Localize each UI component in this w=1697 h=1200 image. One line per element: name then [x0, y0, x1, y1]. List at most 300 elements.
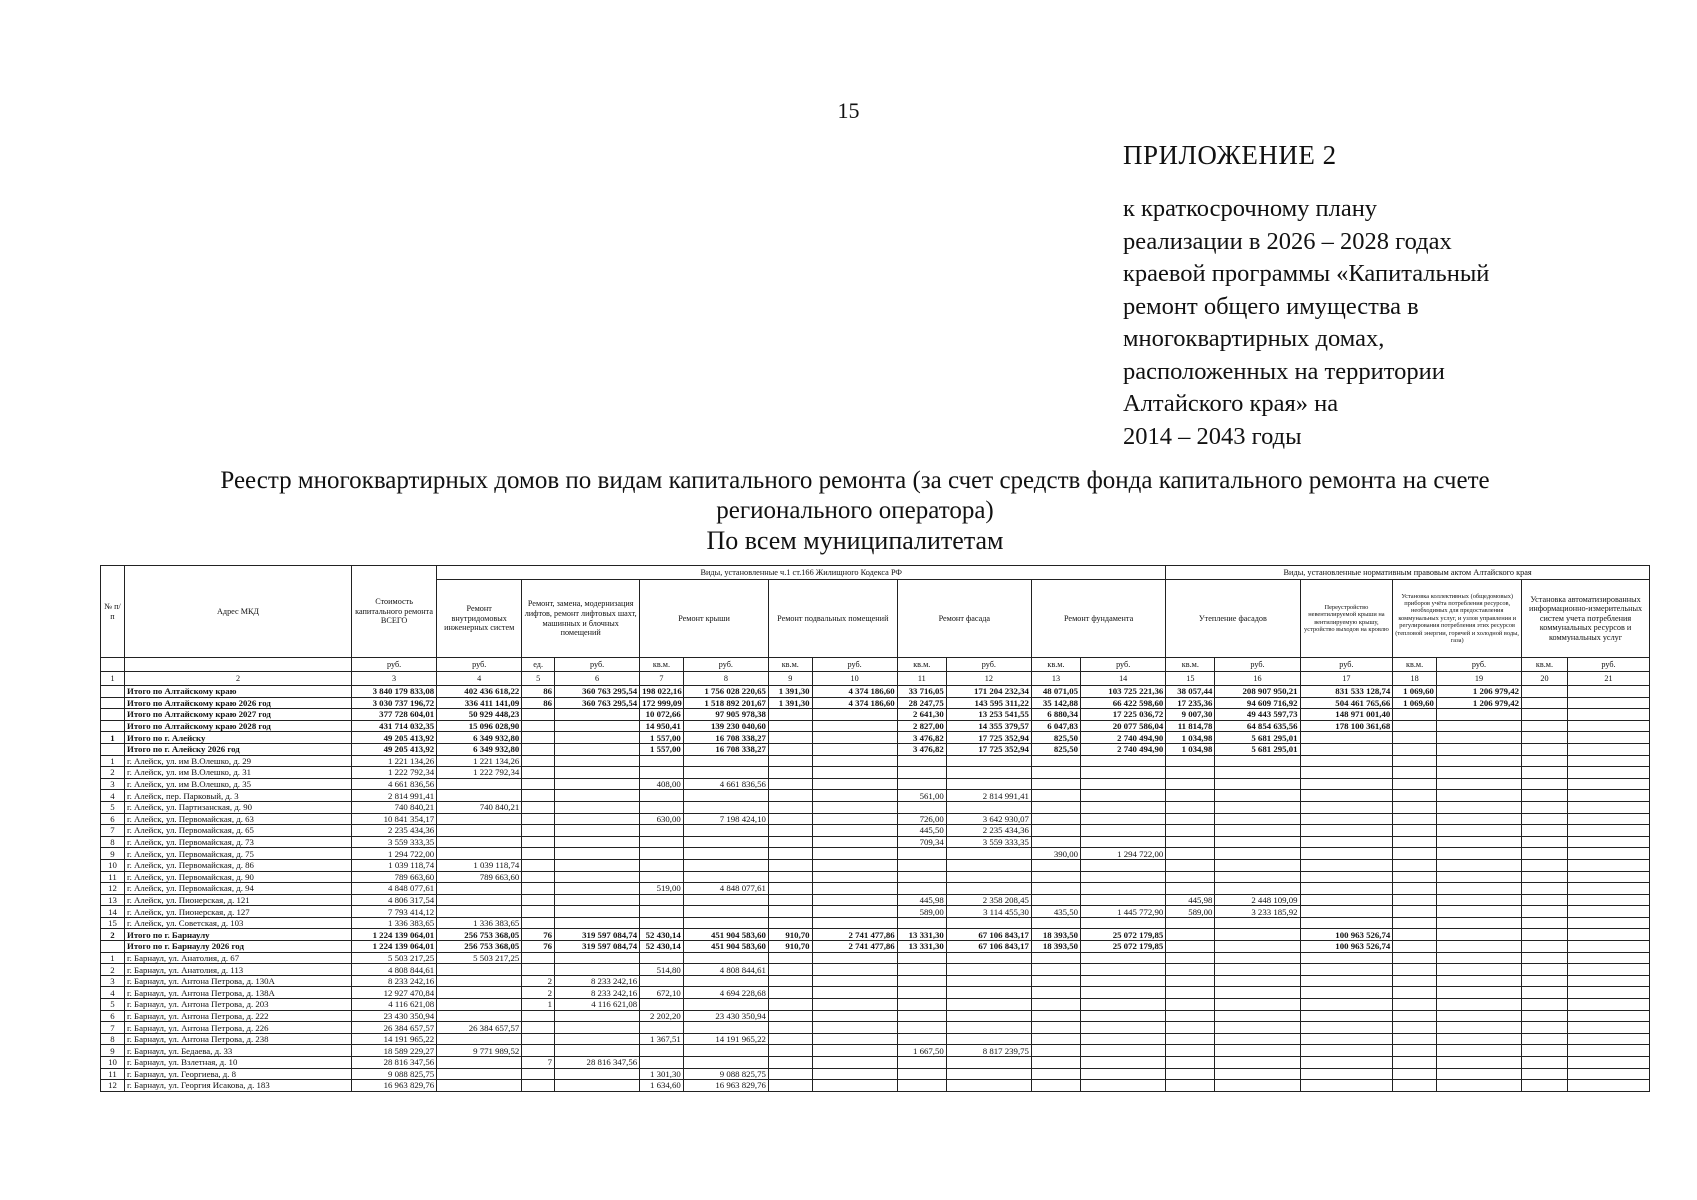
value-cell: 1 634,60 — [640, 1080, 684, 1092]
group-header-regional-act: Виды, установленные нормативным правовым актом Алтайского края — [1166, 566, 1650, 580]
value-cell — [555, 1033, 640, 1045]
value-cell — [1081, 790, 1166, 802]
value-cell — [1081, 1068, 1166, 1080]
value-cell: 1 518 892 201,67 — [683, 697, 768, 709]
column-number-cell: 11 — [897, 672, 946, 686]
value-cell — [522, 859, 555, 871]
value-cell: 208 907 950,21 — [1215, 686, 1300, 698]
value-cell — [768, 883, 812, 895]
value-cell — [1522, 767, 1568, 779]
value-cell — [768, 917, 812, 929]
value-cell — [768, 755, 812, 767]
value-cell: 100 963 526,74 — [1300, 941, 1393, 953]
value-cell: 49 205 413,92 — [352, 743, 437, 755]
address-cell: г. Алейск, ул. Первомайская, д. 73 — [125, 836, 352, 848]
value-cell — [555, 848, 640, 860]
value-cell: 8 233 242,16 — [555, 975, 640, 987]
value-cell — [1522, 697, 1568, 709]
value-cell — [640, 894, 684, 906]
value-cell — [1567, 906, 1649, 918]
unit-cell: кв.м. — [768, 658, 812, 672]
value-cell: 172 999,09 — [640, 697, 684, 709]
value-cell — [1567, 848, 1649, 860]
value-cell — [1393, 987, 1437, 999]
value-cell: 7 — [522, 1057, 555, 1069]
table-row — [101, 1022, 1650, 1034]
value-cell: 139 230 040,60 — [683, 720, 768, 732]
document-subtitle: По всем муниципалитетам — [706, 526, 1004, 555]
value-cell — [1215, 1057, 1300, 1069]
value-cell — [1393, 1033, 1437, 1045]
table-total-row — [101, 929, 1650, 941]
value-cell: 1 294 722,00 — [352, 848, 437, 860]
value-cell: 14 950,41 — [640, 720, 684, 732]
value-cell — [1567, 813, 1649, 825]
value-cell — [1215, 975, 1300, 987]
value-cell: 1 391,30 — [768, 686, 812, 698]
value-cell: 2 814 991,41 — [352, 790, 437, 802]
value-cell — [1215, 801, 1300, 813]
value-cell — [522, 1033, 555, 1045]
value-cell — [683, 975, 768, 987]
value-cell — [555, 906, 640, 918]
value-cell — [812, 987, 897, 999]
value-cell: 52 430,14 — [640, 941, 684, 953]
address-cell: г. Алейск, ул. им В.Олешко, д. 31 — [125, 767, 352, 779]
value-cell — [946, 1068, 1031, 1080]
column-number-cell: 3 — [352, 672, 437, 686]
value-cell — [946, 964, 1031, 976]
value-cell — [812, 859, 897, 871]
value-cell — [1215, 941, 1300, 953]
value-cell — [437, 894, 522, 906]
group-header-housing-code: Виды, установленные ч.1 ст.166 Жилищного Кодекса РФ — [437, 566, 1166, 580]
row-number-cell: 1 — [101, 732, 125, 744]
value-cell — [768, 743, 812, 755]
table-row — [101, 813, 1650, 825]
value-cell — [1522, 778, 1568, 790]
address-cell: г. Барнаул, ул. Взлетная, д. 10 — [125, 1057, 352, 1069]
value-cell: 2 741 477,86 — [812, 929, 897, 941]
value-cell — [768, 1022, 812, 1034]
value-cell — [1031, 1080, 1080, 1092]
value-cell: 408,00 — [640, 778, 684, 790]
value-cell — [1300, 999, 1393, 1011]
value-cell: 4 694 228,68 — [683, 987, 768, 999]
value-cell: 1 367,51 — [640, 1033, 684, 1045]
value-cell — [522, 790, 555, 802]
value-cell — [1081, 1045, 1166, 1057]
value-cell — [1436, 906, 1521, 918]
value-cell — [555, 1045, 640, 1057]
value-cell: 3 642 930,07 — [946, 813, 1031, 825]
value-cell — [1081, 894, 1166, 906]
value-cell — [1031, 778, 1080, 790]
value-cell — [1393, 801, 1437, 813]
value-cell: 431 714 032,35 — [352, 720, 437, 732]
value-cell — [555, 1010, 640, 1022]
value-cell: 10 072,66 — [640, 709, 684, 721]
value-cell: 1 391,30 — [768, 697, 812, 709]
value-cell: 451 904 583,60 — [683, 929, 768, 941]
value-cell — [1031, 883, 1080, 895]
value-cell — [897, 1057, 946, 1069]
value-cell — [768, 825, 812, 837]
value-cell: 2 641,30 — [897, 709, 946, 721]
value-cell — [1166, 790, 1215, 802]
value-cell — [640, 801, 684, 813]
row-number-cell: 3 — [101, 975, 125, 987]
value-cell — [768, 975, 812, 987]
row-number-cell: 12 — [101, 883, 125, 895]
value-cell — [1031, 1057, 1080, 1069]
value-cell — [522, 964, 555, 976]
value-cell: 14 355 379,57 — [946, 720, 1031, 732]
value-cell — [1166, 1022, 1215, 1034]
value-cell — [812, 709, 897, 721]
value-cell: 3 114 455,30 — [946, 906, 1031, 918]
column-numbers-row — [101, 672, 1650, 686]
value-cell — [555, 871, 640, 883]
value-cell — [683, 894, 768, 906]
value-cell — [812, 1057, 897, 1069]
row-number-cell: 6 — [101, 813, 125, 825]
value-cell: 7 198 424,10 — [683, 813, 768, 825]
value-cell — [946, 848, 1031, 860]
table-body — [101, 686, 1650, 1092]
value-cell — [1522, 836, 1568, 848]
value-cell — [1393, 906, 1437, 918]
value-cell: 16 963 829,76 — [683, 1080, 768, 1092]
address-cell: г. Барнаул, ул. Анатолия, д. 113 — [125, 964, 352, 976]
value-cell — [640, 1057, 684, 1069]
row-number-cell: 7 — [101, 825, 125, 837]
value-cell — [812, 906, 897, 918]
table-row — [101, 1045, 1650, 1057]
value-cell — [1522, 906, 1568, 918]
value-cell — [1567, 790, 1649, 802]
column-header-facade-insulation: Утепление фасадов — [1166, 580, 1300, 658]
document-title — [60, 466, 1650, 556]
value-cell — [1031, 755, 1080, 767]
value-cell — [437, 813, 522, 825]
value-cell — [1436, 1022, 1521, 1034]
value-cell: 25 072 179,85 — [1081, 929, 1166, 941]
row-number-cell: 11 — [101, 871, 125, 883]
value-cell — [1522, 1045, 1568, 1057]
value-cell: 2 235 434,36 — [352, 825, 437, 837]
table-row — [101, 975, 1650, 987]
value-cell — [1166, 1068, 1215, 1080]
value-cell — [1300, 1045, 1393, 1057]
value-cell — [1166, 883, 1215, 895]
value-cell — [812, 732, 897, 744]
value-cell — [1031, 975, 1080, 987]
value-cell — [1522, 883, 1568, 895]
value-cell: 1 222 792,34 — [437, 767, 522, 779]
value-cell — [946, 755, 1031, 767]
value-cell — [555, 755, 640, 767]
table-row — [101, 1010, 1650, 1022]
value-cell — [522, 952, 555, 964]
value-cell — [1436, 825, 1521, 837]
value-cell — [640, 1045, 684, 1057]
value-cell — [683, 871, 768, 883]
value-cell — [1031, 1022, 1080, 1034]
value-cell — [1215, 755, 1300, 767]
column-number-cell: 17 — [1300, 672, 1393, 686]
value-cell — [1031, 801, 1080, 813]
value-cell — [1166, 952, 1215, 964]
value-cell — [683, 848, 768, 860]
value-cell — [1436, 929, 1521, 941]
value-cell — [1567, 871, 1649, 883]
value-cell: 67 106 843,17 — [946, 929, 1031, 941]
unit-cell: руб. — [812, 658, 897, 672]
value-cell: 2 — [522, 987, 555, 999]
value-cell — [1031, 1045, 1080, 1057]
value-cell — [946, 952, 1031, 964]
address-cell: г. Алейск, ул. Первомайская, д. 65 — [125, 825, 352, 837]
value-cell: 504 461 765,66 — [1300, 697, 1393, 709]
column-number-cell: 14 — [1081, 672, 1166, 686]
value-cell — [1300, 1033, 1393, 1045]
address-cell: Итого по г. Барнаулу 2026 год — [125, 941, 352, 953]
value-cell — [555, 801, 640, 813]
value-cell: 76 — [522, 929, 555, 941]
row-number-cell — [101, 743, 125, 755]
value-cell — [1215, 1080, 1300, 1092]
unit-cell: кв.м. — [897, 658, 946, 672]
value-cell — [1215, 767, 1300, 779]
value-cell: 1 224 139 064,01 — [352, 941, 437, 953]
value-cell — [1031, 767, 1080, 779]
unit-cell: руб. — [437, 658, 522, 672]
value-cell — [522, 1010, 555, 1022]
address-cell: Итого по Алтайскому краю 2026 год — [125, 697, 352, 709]
value-cell — [946, 871, 1031, 883]
value-cell — [1166, 825, 1215, 837]
value-cell: 402 436 618,22 — [437, 686, 522, 698]
value-cell: 9 007,30 — [1166, 709, 1215, 721]
value-cell: 2 202,20 — [640, 1010, 684, 1022]
value-cell — [1300, 964, 1393, 976]
row-number-cell: 11 — [101, 1068, 125, 1080]
value-cell — [768, 1057, 812, 1069]
value-cell — [1567, 917, 1649, 929]
value-cell — [946, 883, 1031, 895]
value-cell — [1522, 1057, 1568, 1069]
value-cell — [1081, 975, 1166, 987]
value-cell: 76 — [522, 941, 555, 953]
value-cell — [1031, 790, 1080, 802]
document-title-line: регионального оператора) — [716, 497, 994, 524]
value-cell — [1081, 836, 1166, 848]
value-cell: 2 235 434,36 — [946, 825, 1031, 837]
value-cell: 86 — [522, 697, 555, 709]
value-cell — [522, 767, 555, 779]
value-cell — [522, 871, 555, 883]
table-row — [101, 778, 1650, 790]
value-cell — [1300, 732, 1393, 744]
value-cell: 4 374 186,60 — [812, 697, 897, 709]
value-cell — [1522, 1010, 1568, 1022]
value-cell — [1393, 871, 1437, 883]
column-number-cell: 13 — [1031, 672, 1080, 686]
value-cell — [555, 767, 640, 779]
value-cell — [1215, 987, 1300, 999]
value-cell: 589,00 — [1166, 906, 1215, 918]
value-cell: 2 740 494,90 — [1081, 732, 1166, 744]
value-cell — [897, 999, 946, 1011]
value-cell — [1166, 964, 1215, 976]
value-cell — [1166, 1080, 1215, 1092]
value-cell — [1300, 987, 1393, 999]
address-cell: г. Барнаул, ул. Бедаева, д. 33 — [125, 1045, 352, 1057]
value-cell: 709,34 — [897, 836, 946, 848]
value-cell — [437, 883, 522, 895]
value-cell — [1031, 871, 1080, 883]
value-cell — [1031, 952, 1080, 964]
value-cell — [1567, 929, 1649, 941]
value-cell — [1081, 859, 1166, 871]
value-cell: 6 047,83 — [1031, 720, 1080, 732]
value-cell — [812, 917, 897, 929]
value-cell — [1436, 732, 1521, 744]
value-cell — [1300, 767, 1393, 779]
column-number-cell: 16 — [1215, 672, 1300, 686]
value-cell — [1436, 883, 1521, 895]
value-cell — [1300, 825, 1393, 837]
value-cell — [1436, 941, 1521, 953]
value-cell — [683, 1022, 768, 1034]
value-cell — [437, 836, 522, 848]
value-cell — [1436, 801, 1521, 813]
row-number-cell: 12 — [101, 1080, 125, 1092]
appendix-line: краевой программы «Капитальный — [1123, 260, 1490, 287]
row-number-cell: 9 — [101, 848, 125, 860]
row-number-cell: 2 — [101, 964, 125, 976]
value-cell — [1166, 975, 1215, 987]
value-cell: 1 336 383,65 — [437, 917, 522, 929]
address-cell: г. Барнаул, ул. Антона Петрова, д. 222 — [125, 1010, 352, 1022]
value-cell — [812, 836, 897, 848]
column-header-facade: Ремонт фасада — [897, 580, 1031, 658]
value-cell — [683, 952, 768, 964]
table-row — [101, 825, 1650, 837]
value-cell — [1300, 801, 1393, 813]
appendix-block — [1123, 140, 1683, 453]
unit-cell: кв.м. — [1031, 658, 1080, 672]
value-cell: 4 808 844,61 — [683, 964, 768, 976]
value-cell — [1393, 929, 1437, 941]
value-cell: 3 233 185,92 — [1215, 906, 1300, 918]
value-cell — [1567, 952, 1649, 964]
value-cell — [1567, 686, 1649, 698]
value-cell: 740 840,21 — [437, 801, 522, 813]
value-cell: 789 663,60 — [352, 871, 437, 883]
value-cell — [1300, 836, 1393, 848]
unit-cell: ед. — [522, 658, 555, 672]
value-cell: 23 430 350,94 — [352, 1010, 437, 1022]
value-cell — [1393, 941, 1437, 953]
row-number-cell: 9 — [101, 1045, 125, 1057]
value-cell: 672,10 — [640, 987, 684, 999]
value-cell — [1522, 709, 1568, 721]
address-cell: г. Барнаул, ул. Анатолия, д. 67 — [125, 952, 352, 964]
value-cell — [1522, 894, 1568, 906]
value-cell — [1522, 755, 1568, 767]
value-cell — [812, 825, 897, 837]
value-cell: 16 963 829,76 — [352, 1080, 437, 1092]
value-cell — [1300, 743, 1393, 755]
table-total-row — [101, 743, 1650, 755]
value-cell — [1215, 1045, 1300, 1057]
value-cell — [555, 964, 640, 976]
row-number-cell: 6 — [101, 1010, 125, 1022]
address-cell: Итого по г. Алейску 2026 год — [125, 743, 352, 755]
column-header-address: Адрес МКД — [125, 566, 352, 658]
value-cell — [1031, 964, 1080, 976]
value-cell — [768, 1045, 812, 1057]
unit-cell: руб. — [683, 658, 768, 672]
value-cell — [555, 790, 640, 802]
row-number-cell: 5 — [101, 999, 125, 1011]
value-cell — [812, 964, 897, 976]
value-cell — [1081, 999, 1166, 1011]
column-number-cell: 12 — [946, 672, 1031, 686]
value-cell: 2 827,00 — [897, 720, 946, 732]
appendix-line: расположенных на территории — [1123, 357, 1445, 385]
value-cell — [1300, 778, 1393, 790]
row-number-cell: 8 — [101, 1033, 125, 1045]
value-cell: 16 708 338,27 — [683, 732, 768, 744]
value-cell — [1436, 964, 1521, 976]
value-cell — [812, 1080, 897, 1092]
value-cell — [1436, 999, 1521, 1011]
value-cell — [897, 964, 946, 976]
value-cell: 26 384 657,57 — [352, 1022, 437, 1034]
value-cell — [522, 825, 555, 837]
value-cell — [768, 848, 812, 860]
value-cell — [1031, 859, 1080, 871]
appendix-line: многоквартирных домах, — [1123, 325, 1385, 352]
value-cell — [897, 1022, 946, 1034]
value-cell — [1031, 1068, 1080, 1080]
value-cell — [1436, 1010, 1521, 1022]
value-cell — [812, 1068, 897, 1080]
appendix-line: ремонт общего имущества в — [1123, 292, 1419, 320]
column-number-cell: 8 — [683, 672, 768, 686]
column-header-roof-conversion: Переустройство невентилируемой крыши на вентилируемую крышу, устройство выходов на кровлю — [1300, 580, 1393, 658]
value-cell — [946, 999, 1031, 1011]
value-cell — [555, 836, 640, 848]
value-cell — [1522, 917, 1568, 929]
value-cell: 4 661 836,56 — [683, 778, 768, 790]
value-cell: 1 039 118,74 — [352, 859, 437, 871]
row-number-cell: 8 — [101, 836, 125, 848]
row-number-cell: 5 — [101, 801, 125, 813]
value-cell — [1300, 1068, 1393, 1080]
address-cell: Итого по Алтайскому краю 2027 год — [125, 709, 352, 721]
value-cell: 445,98 — [897, 894, 946, 906]
value-cell — [812, 883, 897, 895]
value-cell — [1393, 778, 1437, 790]
value-cell: 1 039 118,74 — [437, 859, 522, 871]
value-cell — [768, 999, 812, 1011]
value-cell: 3 840 179 833,08 — [352, 686, 437, 698]
value-cell — [522, 906, 555, 918]
